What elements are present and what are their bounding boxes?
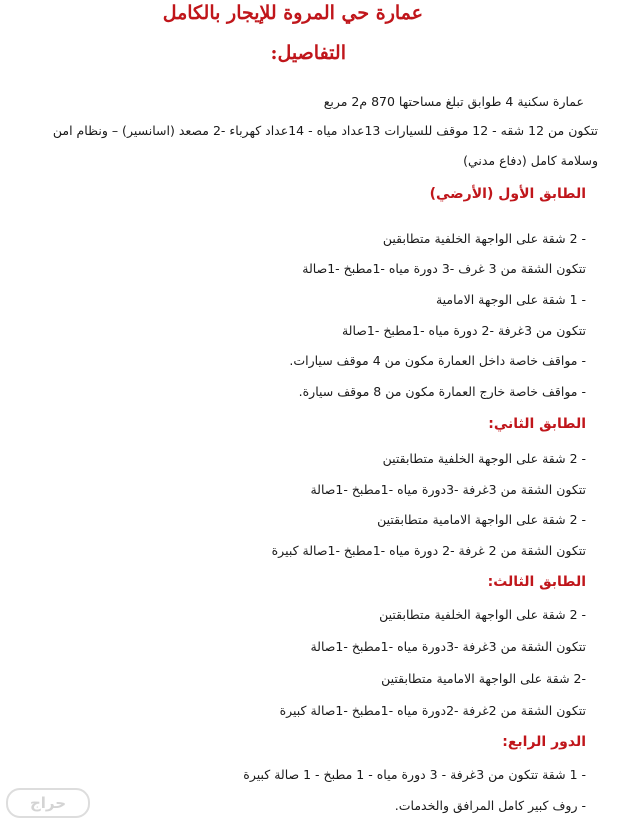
floor-1-item: تتكون من 3غرفة -2 دورة مياه -1مطبخ -1صالة xyxy=(341,323,586,338)
floor-3-item: - 2 شقة على الواجهة الخلفية متطابقتين xyxy=(379,607,586,622)
page-title: عمارة حي المروة للإيجار بالكامل xyxy=(162,2,423,24)
floor-4-item: - 1 شقة تتكون من 3غرفة - 3 دورة مياه - 1 مطبخ - 1 صالة كبيرة xyxy=(243,767,586,782)
floor-2-item: - 2 شقة على الوجهة الخلفية متطابقتين xyxy=(382,451,586,466)
floor-3-item: تتكون الشقة من 2غرفة -2دورة مياه -1مطبخ -1صالة كبيرة xyxy=(279,703,586,718)
floor-4-item: - روف كبير كامل المرافق والخدمات. xyxy=(394,798,586,813)
floor-1-item: تتكون الشقة من 3 غرف -3 دورة مياه -1مطبخ -1صالة xyxy=(302,261,586,276)
floor-1-item: - مواقف خاصة خارج العمارة مكون من 8 موقف سيارة. xyxy=(298,384,586,399)
floor-2-item: - 2 شقة على الواجهة الامامية متطابقتين xyxy=(377,512,586,527)
floor-3-item: -2 شقة على الواجهة الامامية متطابقتين xyxy=(381,671,586,686)
floor-4-heading: الدور الرابع: xyxy=(502,734,586,750)
floor-1-heading: الطابق الأول (الأرضي) xyxy=(429,186,586,202)
floor-1-item: - 2 شقة على الواجهة الخلفية متطابقين xyxy=(382,231,586,246)
floor-1-item: - 1 شقة على الوجهة الامامية xyxy=(435,292,586,307)
floor-2-item: تتكون الشقة من 2 غرفة -2 دورة مياه -1مطبخ -1صالة كبيرة xyxy=(271,543,586,558)
floor-3-item: تتكون الشقة من 3غرفة -3دورة مياه -1مطبخ -1صالة xyxy=(310,639,586,654)
intro-line-1: عمارة سكنية 4 طوابق تبلغ مساحتها 870 م2 مربع xyxy=(323,94,584,109)
floor-1-item: - مواقف خاصة داخل العمارة مكون من 4 موقف سيارات. xyxy=(289,353,586,368)
floor-2-item: تتكون الشقة من 3غرفة -3دورة مياه -1مطبخ -1صالة xyxy=(310,482,586,497)
details-heading: التفاصيل: xyxy=(270,42,346,64)
intro-line-2: تتكون من 12 شقه - 12 موقف للسيارات 13عداد مياه - 14عداد كهرباء -2 مصعد (اسانسير) – ونظام امن وسلامة كامل (دفاع مدني) xyxy=(52,123,598,168)
floor-2-heading: الطابق الثاني: xyxy=(488,416,586,432)
floor-3-heading: الطابق الثالث: xyxy=(487,574,586,590)
watermark-logo: حراج xyxy=(6,788,90,818)
